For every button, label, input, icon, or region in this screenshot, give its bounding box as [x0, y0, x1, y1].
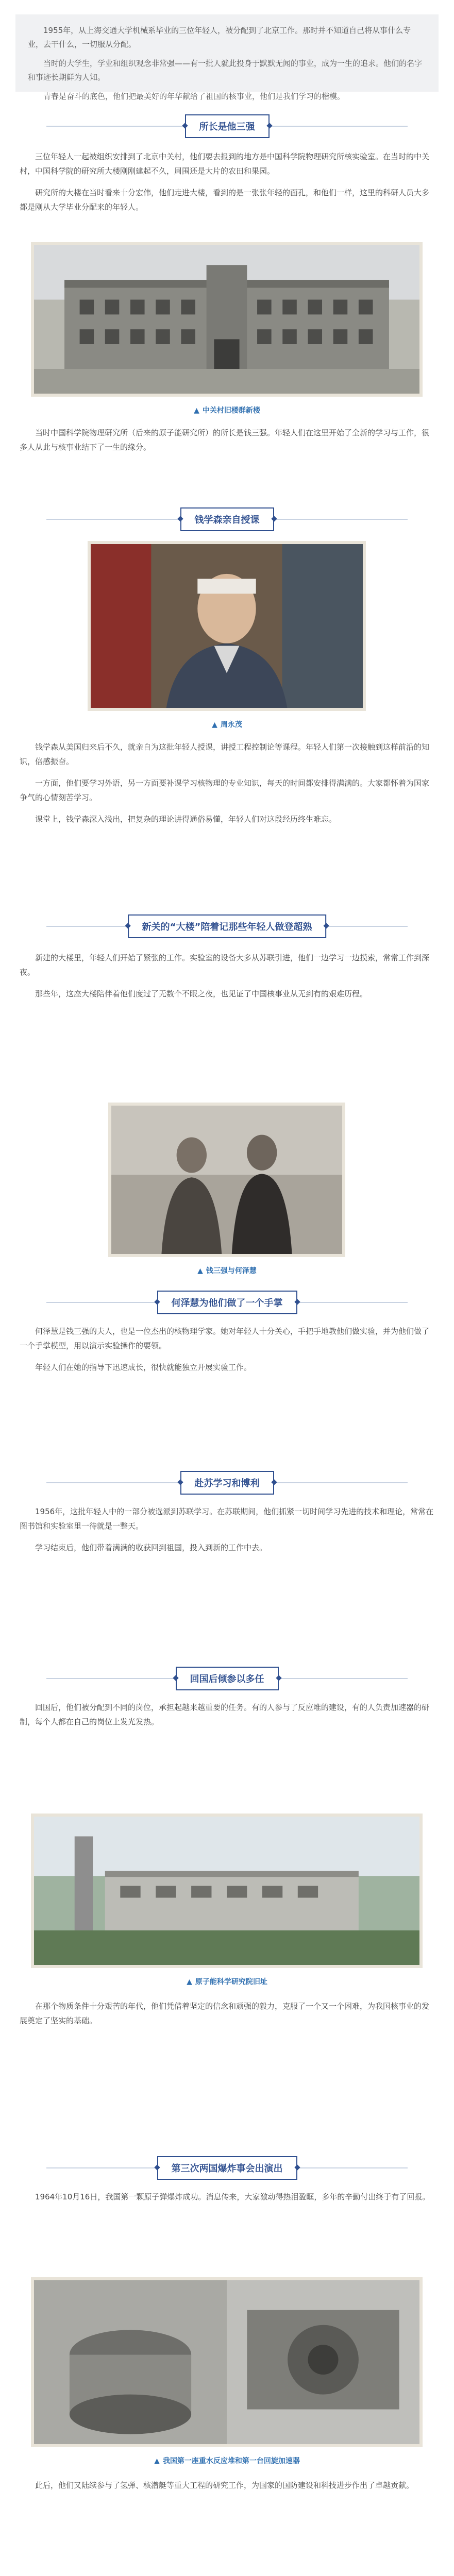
caption-triangle-icon: ▲ — [154, 2457, 160, 2465]
section-1-text-a — [20, 149, 434, 222]
paragraph: 回国后，他们被分配到不同的岗位，承担起越来越重要的任务。有的人参与了反应堆的建设，有的人负责加速器的研制，每个人都在自己的岗位上发光发热。 — [20, 1703, 430, 1726]
section-title-5: 赴苏学习和博利 — [180, 1471, 274, 1495]
section-6-text-a — [20, 1700, 434, 1736]
section-heading-5 — [0, 1471, 454, 1495]
paragraph: 当时中国科学院物理研究所（后来的原子能研究所）的所长是钱三强。年轻人们在这里开始了全新的学习与工作，很多人从此与核事业结下了一生的缘分。 — [20, 428, 430, 452]
photo-old-building — [31, 242, 423, 397]
photo-caption-1: ▲ 中关村旧楼群新楼 — [194, 406, 260, 415]
paragraph: 1956年，这批年轻人中的一部分被选派到苏联学习。在苏联期间，他们抓紧一切时间学习先进的技术和理论，常常在图书馆和实验室里一待就是一整天。 — [20, 1507, 434, 1531]
paragraph: 一方面，他们要学习外语，另一方面要补课学习核物理的专业知识，每天的时间都安排得满满的。大家都怀着为国家争气的心情刻苦学习。 — [20, 778, 430, 802]
section-title-6: 回国后倾参以多任 — [176, 1667, 279, 1690]
paragraph: 1964年10月16日，我国第一颗原子弹爆炸成功。消息传来，大家激动得热泪盈眶，多年的辛勤付出终于有了回报。 — [35, 2192, 430, 2201]
paragraph: 在那个物质条件十分艰苦的年代，他们凭借着坚定的信念和顽强的毅力，克服了一个又一个困难，为我国核事业的发展奠定了坚实的基础。 — [20, 2002, 430, 2025]
section-7-text-a — [20, 2190, 434, 2211]
paragraph: 那些年，这座大楼陪伴着他们度过了无数个不眠之夜，也见证了中国核事业从无到有的艰难历程。 — [35, 989, 368, 998]
photo-caption-2: ▲ 周永茂 — [212, 721, 242, 729]
paragraph: 何泽慧是钱三强的夫人，也是一位杰出的核物理学家。她对年轻人十分关心，手把手地教他们做实验，并为他们做了一个手掌模型，用以演示实验操作的要领。 — [20, 1327, 430, 1350]
section-title-4: 何泽慧为他们做了一个手掌 — [157, 1291, 297, 1314]
section-heading-3 — [0, 914, 454, 938]
section-7-text-b — [20, 2478, 434, 2500]
section-title-3: 新关的“大楼”陪着记那些年轻人做登超熟 — [128, 914, 327, 938]
photo-couple — [108, 1103, 345, 1257]
section-heading-2 — [0, 507, 454, 531]
building-photo-graphic — [34, 245, 419, 394]
section-heading-6 — [0, 1667, 454, 1690]
photo-institute-site — [31, 1814, 423, 1968]
section-2-text — [20, 740, 434, 834]
paragraph: 课堂上，钱学森深入浅出，把复杂的理论讲得通俗易懂，年轻人们对这段经历终生难忘。 — [35, 815, 337, 824]
photo-zhou-yongmao — [88, 541, 366, 711]
photo-caption-7: ▲ 我国第一座重水反应堆和第一台回旋加速器 — [154, 2457, 300, 2465]
institute-photo-graphic — [34, 1817, 419, 1965]
intro-paragraph-1: 1955年，从上海交通大学机械系毕业的三位年轻人，被分配到了北京工作。那时并不知道自己将从事什么专业，去干什么，一切服从分配。 — [28, 26, 411, 49]
photo-reactor-accelerator — [31, 2277, 423, 2447]
section-6-text-b — [20, 1999, 434, 2035]
paragraph: 研究所的大楼在当时看来十分宏伟，他们走进大楼，看到的是一张张年轻的面孔，和他们一样，这里的科研人员大多都是刚从大学毕业分配来的年轻人。 — [20, 188, 430, 212]
caption-triangle-icon: ▲ — [197, 1267, 203, 1275]
section-4-text — [20, 1324, 434, 1382]
photo-caption-4: ▲ 钱三强与何泽慧 — [197, 1267, 257, 1275]
paragraph: 三位年轻人一起被组织安排到了北京中关村，他们要去报到的地方是中国科学院物理研究所核实验室。在当时的中关村，中国科学院的研究所大楼刚刚建起不久，周围还是大片的农田和果园。 — [20, 152, 430, 176]
intro-paragraph-3: 青春是奋斗的底色，他们把最美好的年华献给了祖国的核事业，他们是我们学习的楷模。 — [43, 92, 345, 101]
caption-triangle-icon: ▲ — [194, 406, 199, 415]
couple-photo-graphic — [111, 1106, 342, 1254]
paragraph: 学习结束后，他们带着满满的收获回到祖国，投入到新的工作中去。 — [35, 1543, 267, 1552]
paragraph: 新建的大楼里，年轻人们开始了紧张的工作。实验室的设备大多从苏联引进，他们一边学习一边摸索，常常工作到深夜。 — [20, 953, 430, 977]
section-heading-1 — [0, 114, 454, 138]
caption-triangle-icon: ▲ — [187, 1978, 192, 1986]
section-title-7: 第三次两国爆炸事会出演出 — [157, 2156, 297, 2180]
section-title-2: 钱学森亲自授课 — [180, 507, 274, 531]
section-title-1: 所长是他三强 — [185, 114, 270, 138]
paragraph: 钱学森从美国归来后不久，就亲自为这批年轻人授课，讲授工程控制论等课程。年轻人们第一次接触到这样前沿的知识，倍感振奋。 — [20, 742, 430, 766]
section-1-text-b — [20, 426, 434, 462]
photo-caption-6: ▲ 原子能科学研究院旧址 — [187, 1978, 267, 1986]
intro-block — [15, 14, 439, 101]
paragraph: 此后，他们又陆续参与了氢弹、核潜艇等重大工程的研究工作，为国家的国防建设和科技进步作出了卓越贡献。 — [35, 2481, 414, 2490]
caption-triangle-icon: ▲ — [212, 721, 217, 729]
section-heading-7 — [0, 2156, 454, 2180]
portrait-photo-graphic — [91, 544, 363, 708]
section-3-text — [20, 951, 434, 1008]
intro-paragraph-2: 当时的大学生，学业和组织观念非常强——有一批人就此投身于默默无闻的事业，成为一生的追求。他们的名字和事迹长期鲜为人知。 — [28, 59, 423, 82]
section-heading-4 — [0, 1291, 454, 1314]
paragraph: 年轻人们在她的指导下迅速成长，很快就能独立开展实验工作。 — [35, 1363, 252, 1372]
section-5-text — [20, 1504, 434, 1562]
reactor-photo-graphic — [34, 2280, 419, 2444]
